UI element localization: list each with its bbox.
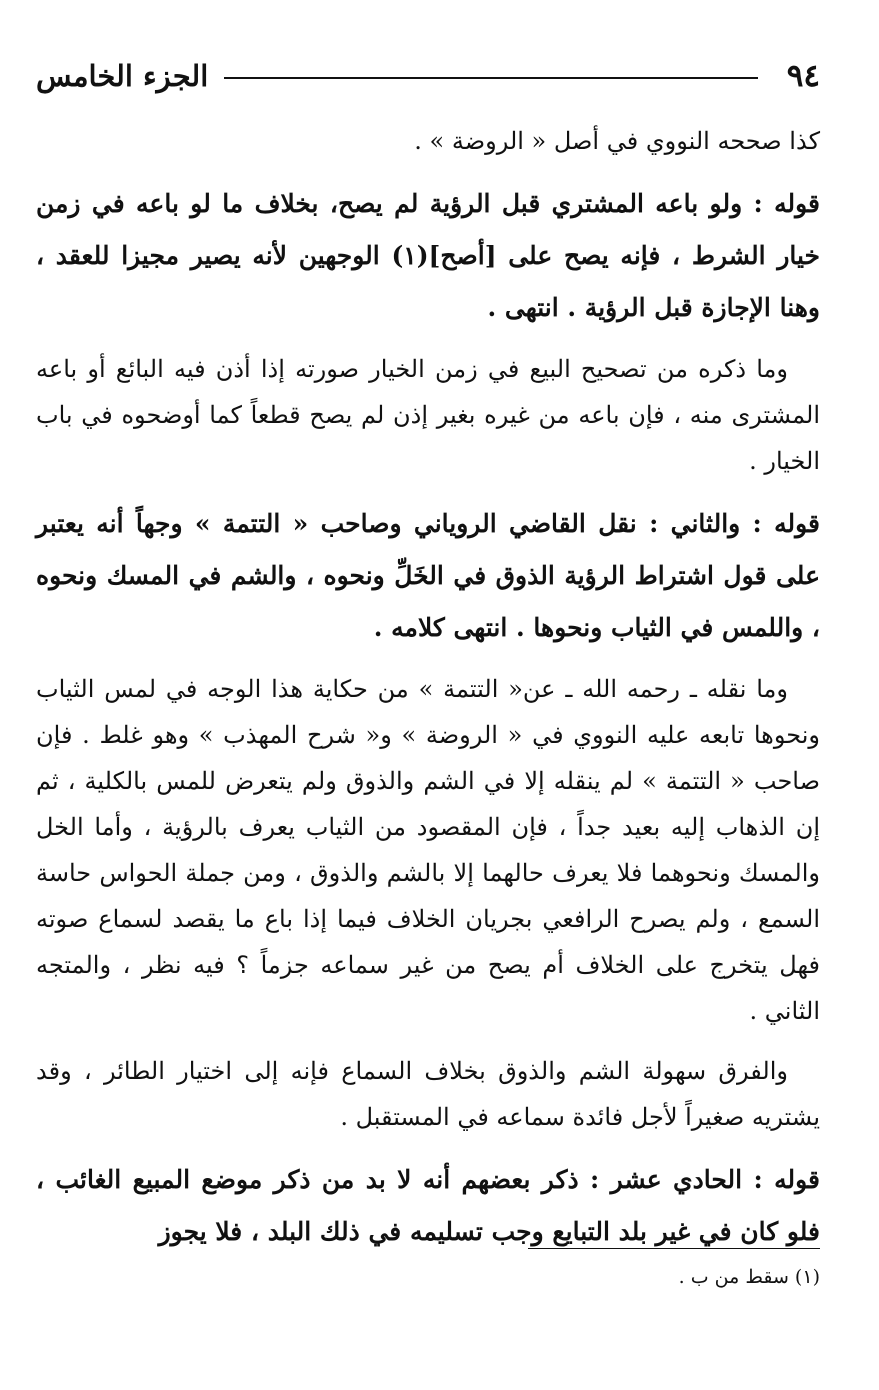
running-title: الجزء الخامس [36,59,209,93]
quoted-paragraph-3: قوله : الحادي عشر : ذكر بعضهم أنه لا بد من ذكر موضع المبيع الغائب ، فلو كان في غير بلد التبايع وجب تسليمه في ذلك البلد ، فلا يجوز [36,1165,820,1246]
paragraph-2: وما ذكره من تصحيح البيع في زمن الخيار صورته إذا أذن فيه البائع أو باعه المشترى منه ، فإن باعه من غيره بغير إذن لم يصح قطعاً كما أوضحوه في باب الخيار . [36,355,820,475]
header-rule [224,77,758,79]
paragraph-1: كذا صححه النووي في أصل « الروضة » . [414,127,820,155]
quoted-paragraph-1: قوله : ولو باعه المشتري قبل الرؤية لم يصح، بخلاف ما لو باعه في زمن خيار الشرط ، فإنه يصح على [أصح](١) الوجهين لأنه يصير مجيزا للعقد ، وهنا الإجازة قبل الرؤية . انتهى . [36,189,821,322]
page-number: ٩٤ [786,58,820,94]
quoted-paragraph-2: قوله : والثاني : نقل القاضي الروياني وصاحب « التتمة » وجهاً أنه يعتبر على قول اشتراط الرؤية الذوق في الخَلِّ ونحوه ، والشم في المسك ونحوه ، واللمس في الثياب ونحوها . انتهى كلامه . [36,509,820,642]
footnote: (١) سقط من ب . [678,1266,820,1288]
paragraph-4: والفرق سهولة الشم والذوق بخلاف السماع فإنه إلى اختيار الطائر ، وقد يشتريه صغيراً لأجل فائدة سماعه في المستقبل . [36,1057,820,1131]
paragraph-3: وما نقله ـ رحمه الله ـ عن« التتمة » من حكاية هذا الوجه في لمس الثياب ونحوها تابعه عليه النووي في « الروضة » و« شرح المهذب » وهو غلط . فإن صاحب « التتمة » لم ينقله إلا في الشم والذوق ولم يتعرض للمس بالكلية ، ثم إن الذهاب إليه بعيد جداً ، فإن المقصود من الثياب يعرف بالرؤية ، وأما الخل والمسك ونحوهما فلا يعرف حالهما إلا بالشم والذوق ، ومن جملة الحواس حاسة السمع ، ولم يصرح الرافعي بجريان الخلاف فيما إذا باع ما يقصد لسماع صوته فهل يتخرج على الخلاف أم يصح من غير سماعه جزماً ؟ فيه نظر ، والمتجه الثاني . [36,675,820,1025]
page-header [36,50,820,102]
footnote-rule [528,1248,820,1249]
page-body [36,118,820,1270]
